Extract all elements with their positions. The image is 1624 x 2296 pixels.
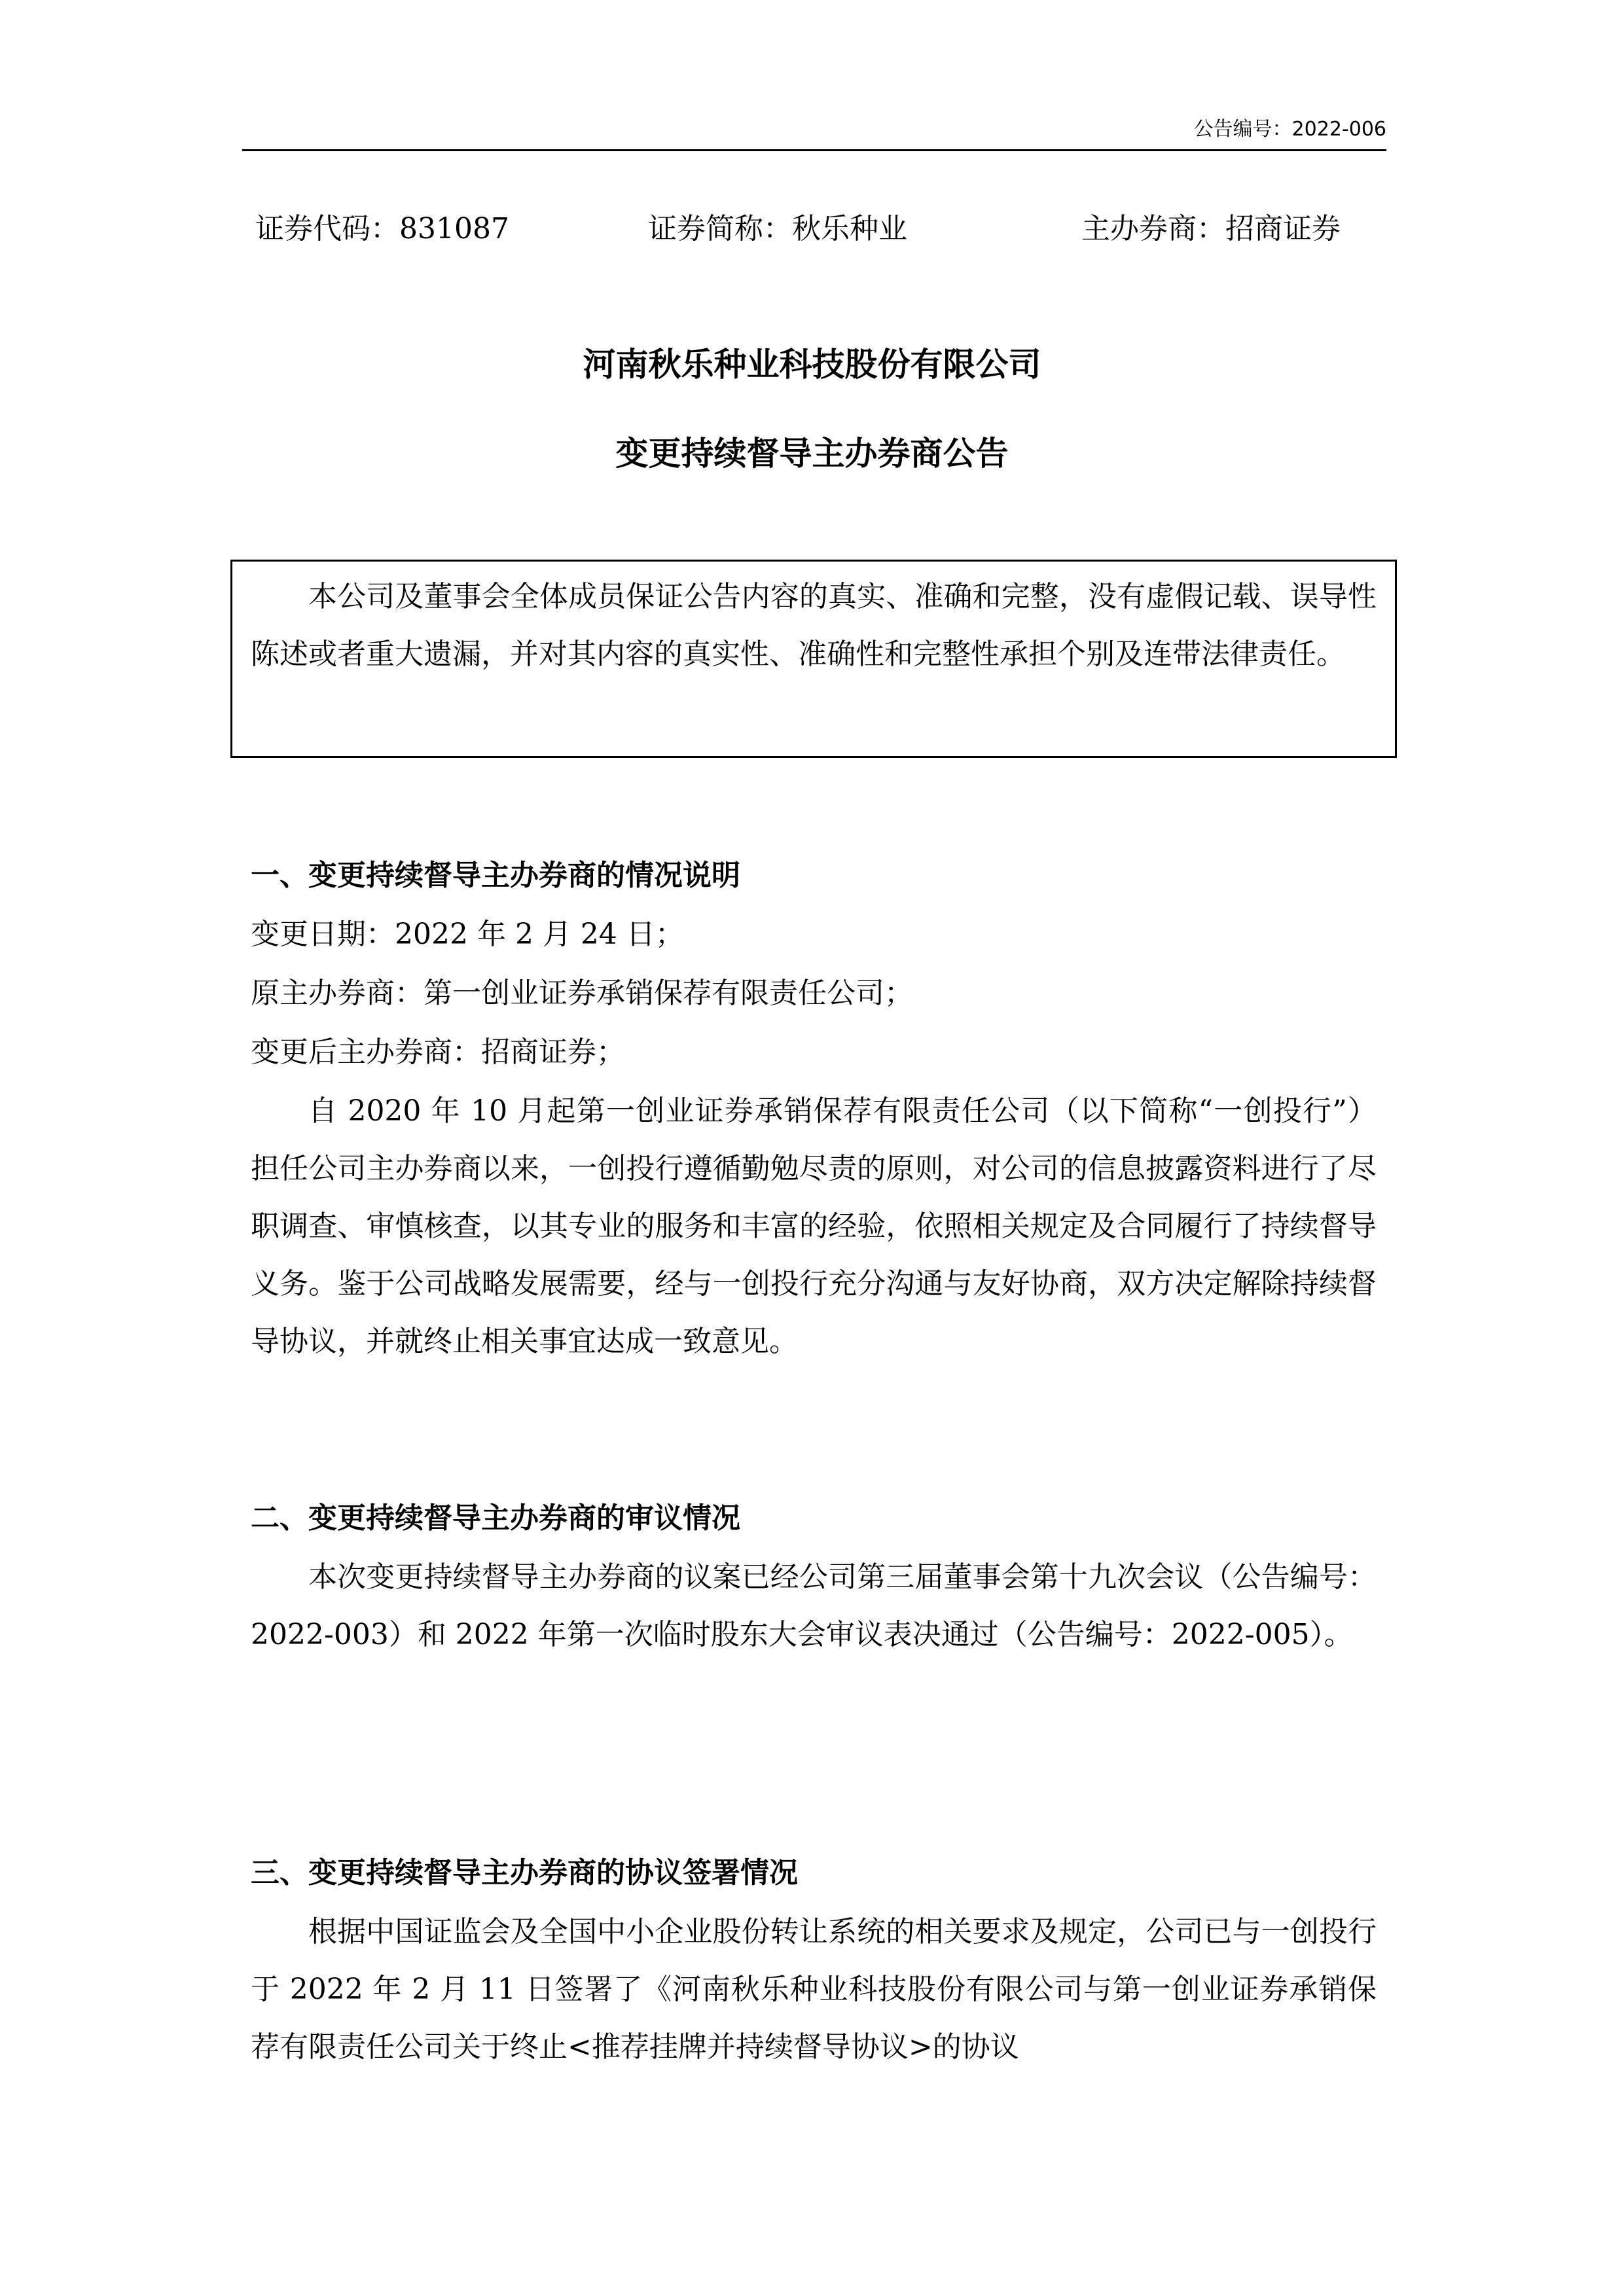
document-title-company: 河南秋乐种业科技股份有限公司 — [583, 346, 1041, 384]
section-2-heading: 二、变更持续督导主办券商的审议情况 — [251, 1501, 740, 1535]
responsibility-statement-text: 本公司及董事会全体成员保证公告内容的真实、准确和完整，没有虚假记载、误导性陈述或者重大遗漏，并对其内容的真实性、准确性和完整性承担个别及连带法律责任。 — [251, 580, 1377, 671]
header-divider — [242, 149, 1386, 151]
section-2-paragraph: 本次变更持续督导主办券商的议案已经公司第三届董事会第十九次会议（公告编号：2022-003）和 2022 年第一次临时股东大会审议表决通过（公告编号：2022-005）。 — [251, 1560, 1377, 1651]
security-abbreviation: 证券简称：秋乐种业 — [648, 212, 907, 245]
original-broker: 原主办券商：第一创业证券承销保荐有限责任公司； — [251, 977, 913, 1010]
section-3-heading: 三、变更持续督导主办券商的协议签署情况 — [251, 1856, 798, 1890]
section-1-paragraph: 自 2020 年 10 月起第一创业证券承销保荐有限责任公司（以下简称“一创投行”）担任公司主办券商以来，一创投行遵循勤勉尽责的原则，对公司的信息披露资料进行了尽职调查、审慎核查，以其专业的服务和丰富的经验，依照相关规定及合同履行了持续督导义务。鉴于公司战略发展需要，经与一创投行充分沟通与友好协商，双方决定解除持续督导协议，并就终止相关事宜达成一致意见。 — [251, 1094, 1377, 1358]
change-date: 变更日期：2022 年 2 月 24 日； — [251, 918, 684, 951]
document-title-subject: 变更持续督导主办券商公告 — [615, 435, 1009, 473]
securities-info-line — [255, 208, 1381, 250]
section-3-paragraph: 根据中国证监会及全国中小企业股份转让系统的相关要求及规定，公司已与一创投行于 2022 年 2 月 11 日签署了《河南秋乐种业科技股份有限公司与第一创业证券承销保荐有限责任公司关于终止<推荐挂牌并持续督导协议>的协议 — [251, 1915, 1377, 2064]
security-code: 证券代码：831087 — [255, 212, 509, 245]
announcement-number: 公告编号：2022-006 — [1193, 118, 1386, 141]
section-1-heading: 一、变更持续督导主办券商的情况说明 — [251, 859, 740, 892]
new-broker: 变更后主办券商：招商证券； — [251, 1035, 625, 1069]
lead-broker: 主办券商：招商证券 — [1081, 212, 1341, 245]
